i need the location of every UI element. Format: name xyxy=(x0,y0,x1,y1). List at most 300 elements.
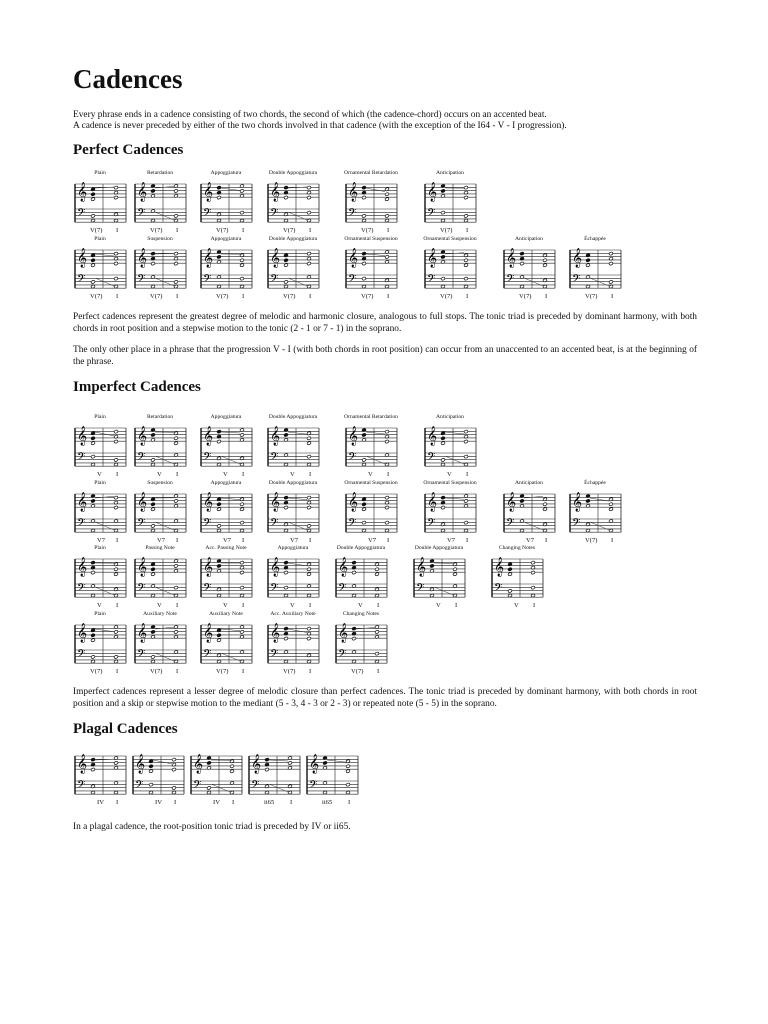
chord-symbol-first: V xyxy=(290,471,295,478)
note-head xyxy=(375,567,380,571)
music-staff xyxy=(266,488,320,536)
chord-symbol-first: V xyxy=(447,471,452,478)
note-head xyxy=(362,214,367,218)
note-head xyxy=(441,211,446,215)
cadence-example xyxy=(247,742,301,810)
note-head xyxy=(609,507,614,511)
cadence-example xyxy=(423,170,477,238)
chord-symbol-first: V(7) xyxy=(150,293,163,300)
example-label: Suspension xyxy=(147,236,173,242)
note-head xyxy=(265,758,270,762)
chord-symbol-second: I xyxy=(290,799,293,806)
treble-clef-icon: 𝄞 xyxy=(203,248,214,268)
example-label: Auxiliary Note xyxy=(143,611,177,617)
note-head xyxy=(151,189,156,193)
note-head xyxy=(464,521,469,525)
treble-clef-icon: 𝄞 xyxy=(77,492,88,512)
cadence-example xyxy=(199,170,253,238)
cadence-example xyxy=(266,236,320,304)
note-head xyxy=(609,252,614,256)
treble-clef-icon: 𝄞 xyxy=(572,248,583,268)
cadence-example xyxy=(199,236,253,304)
note-head xyxy=(609,280,614,284)
chord-symbol-first: V xyxy=(436,602,441,609)
cadence-example xyxy=(73,170,127,238)
note-head xyxy=(362,196,367,200)
note-head xyxy=(307,506,312,510)
note-head xyxy=(609,262,614,266)
cadence-example xyxy=(73,414,127,482)
note-head xyxy=(149,769,154,773)
voice-leading-line xyxy=(366,254,385,256)
perfect-para-1: Perfect cadences represent the greatest degree of melodic and harmonic closure, analogous to full stops. The tonic triad is preceded by dominant harmony, with both chords in root position and a stepwise motion to the tonic (2 - 1 or 7 - 1) in the soprano. xyxy=(73,312,697,334)
note-head xyxy=(174,441,179,445)
bass-clef-icon: 𝄢 xyxy=(348,207,357,222)
note-head xyxy=(91,192,96,196)
cadence-example xyxy=(423,480,477,548)
note-head xyxy=(441,255,446,259)
note-head xyxy=(307,637,312,641)
note-head xyxy=(91,263,96,267)
cadence-example xyxy=(133,236,187,304)
music-staff xyxy=(266,553,320,601)
treble-clef-icon: 𝄞 xyxy=(137,492,148,512)
chord-symbol-second: I xyxy=(387,227,390,234)
music-staff xyxy=(266,619,320,667)
cadence-example xyxy=(266,414,320,482)
music-staff xyxy=(73,553,127,601)
note-head xyxy=(240,211,245,215)
music-staff xyxy=(199,422,253,470)
music-staff xyxy=(502,244,556,292)
chord-symbol-second: I xyxy=(174,799,177,806)
note-head xyxy=(284,263,289,267)
chord-symbol-first: V7 xyxy=(223,537,232,544)
note-head xyxy=(352,637,357,641)
note-head xyxy=(464,455,469,459)
chord-symbol-first: V xyxy=(223,602,228,609)
note-head xyxy=(284,637,289,641)
example-label: Ornamental Retardation xyxy=(344,414,398,420)
bass-clef-icon: 𝄢 xyxy=(494,582,503,597)
voice-leading-line xyxy=(445,498,464,499)
treble-clef-icon: 𝄞 xyxy=(203,623,214,643)
treble-clef-icon: 𝄞 xyxy=(77,623,88,643)
note-head xyxy=(91,197,96,201)
note-head xyxy=(240,189,245,193)
cadence-example xyxy=(344,236,398,304)
note-head xyxy=(362,507,367,511)
bass-clef-icon: 𝄢 xyxy=(572,517,581,532)
bass-clef-icon: 𝄢 xyxy=(348,451,357,466)
note-head xyxy=(441,189,446,193)
music-staff xyxy=(266,244,320,292)
treble-clef-icon: 𝄞 xyxy=(137,182,148,202)
music-staff xyxy=(247,750,301,798)
treble-clef-icon: 𝄞 xyxy=(506,248,517,268)
note-head xyxy=(464,277,469,281)
voice-leading-line xyxy=(221,498,240,500)
cadence-example xyxy=(199,545,253,613)
chord-symbol-second: I xyxy=(455,602,458,609)
note-head xyxy=(240,571,245,575)
music-staff xyxy=(199,488,253,536)
example-label: Double Appoggiatura xyxy=(268,170,318,176)
chord-symbol-second: I xyxy=(309,293,312,300)
note-head xyxy=(586,258,591,262)
note-head xyxy=(508,572,513,576)
note-head xyxy=(531,571,536,575)
note-head xyxy=(352,561,357,565)
chord-symbol-second: I xyxy=(387,537,390,544)
chord-symbol-first: V xyxy=(368,471,373,478)
treble-clef-icon: 𝄞 xyxy=(427,426,438,446)
music-staff xyxy=(344,244,398,292)
note-head xyxy=(362,252,367,256)
intro-line-2: A cadence is never preceded by either of the two chords involved in that cadence (with the exception of the I64 - V - I progression). xyxy=(73,121,567,131)
note-head xyxy=(362,277,367,281)
treble-clef-icon: 𝄞 xyxy=(348,248,359,268)
note-head xyxy=(531,561,536,565)
music-staff xyxy=(423,178,477,226)
example-label: Ornamental Suspension xyxy=(344,480,398,486)
note-head xyxy=(453,572,458,576)
page-title: Cadences xyxy=(73,64,183,94)
treble-clef-icon: 𝄞 xyxy=(572,492,583,512)
music-staff xyxy=(344,422,398,470)
note-head xyxy=(240,263,245,267)
cadence-example xyxy=(73,236,127,304)
music-staff xyxy=(189,750,243,798)
note-head xyxy=(217,430,222,434)
music-staff xyxy=(133,619,187,667)
note-head xyxy=(230,769,235,773)
note-head xyxy=(284,586,289,590)
note-head xyxy=(441,496,446,500)
cadence-example xyxy=(266,545,320,613)
chord-symbol-first: V xyxy=(97,471,102,478)
chord-symbol-second: I xyxy=(176,227,179,234)
bass-clef-icon: 𝄢 xyxy=(77,451,86,466)
chord-symbol-first: V(7) xyxy=(150,668,163,675)
chord-symbol-second: I xyxy=(377,668,380,675)
music-staff xyxy=(199,178,253,226)
example-label: Acc. Auxiliary Note xyxy=(270,611,316,617)
note-head xyxy=(441,436,446,440)
note-head xyxy=(151,567,156,571)
note-head xyxy=(362,433,367,437)
note-head xyxy=(385,440,390,444)
note-head xyxy=(375,652,380,656)
treble-clef-icon: 𝄞 xyxy=(77,182,88,202)
example-label: Plain xyxy=(94,236,106,242)
bass-clef-icon: 𝄢 xyxy=(203,648,212,663)
cadence-example xyxy=(73,611,127,679)
note-head xyxy=(307,436,312,440)
chord-symbol-second: I xyxy=(116,537,119,544)
note-head xyxy=(307,572,312,576)
note-head xyxy=(114,630,119,634)
voice-leading-line xyxy=(221,629,240,631)
chord-symbol-second: I xyxy=(116,471,119,478)
note-head xyxy=(464,440,469,444)
note-head xyxy=(230,764,235,768)
example-label: Plain xyxy=(94,611,106,617)
note-head xyxy=(151,507,156,511)
note-head xyxy=(151,655,156,659)
note-head xyxy=(520,262,525,266)
bass-clef-icon: 𝄢 xyxy=(203,582,212,597)
voice-leading-line xyxy=(288,629,307,633)
chord-symbol-first: V(7) xyxy=(90,293,103,300)
note-head xyxy=(240,277,245,281)
chord-symbol-first: V7 xyxy=(97,537,106,544)
treble-clef-icon: 𝄞 xyxy=(77,426,88,446)
note-head xyxy=(284,280,289,284)
bass-clef-icon: 𝄢 xyxy=(338,648,347,663)
chord-symbol-first: V(7) xyxy=(585,537,598,544)
bass-clef-icon: 𝄢 xyxy=(137,451,146,466)
example-label: Acc. Passing Note xyxy=(205,545,247,551)
note-head xyxy=(385,506,390,510)
note-head xyxy=(362,262,367,266)
note-head xyxy=(151,252,156,256)
note-head xyxy=(284,561,289,565)
voice-leading-line xyxy=(445,432,464,434)
bass-clef-icon: 𝄢 xyxy=(203,517,212,532)
note-head xyxy=(174,280,179,284)
bass-clef-icon: 𝄢 xyxy=(309,779,318,794)
cadence-example xyxy=(133,611,187,679)
chord-symbol-first: V(7) xyxy=(519,293,532,300)
note-head xyxy=(207,786,212,790)
music-staff xyxy=(73,488,127,536)
note-head xyxy=(430,564,435,568)
example-label: Plain xyxy=(94,414,106,420)
treble-clef-icon: 𝄞 xyxy=(203,492,214,512)
bass-clef-icon: 𝄢 xyxy=(77,517,86,532)
chord-symbol-second: I xyxy=(611,293,614,300)
note-head xyxy=(284,433,289,437)
treble-clef-icon: 𝄞 xyxy=(506,492,517,512)
example-label: Retardation xyxy=(146,414,174,420)
example-label: Changing Notes xyxy=(498,545,536,551)
cadence-example xyxy=(490,545,544,613)
treble-clef-icon: 𝄞 xyxy=(338,623,349,643)
note-head xyxy=(151,262,156,266)
music-staff xyxy=(73,422,127,470)
bass-clef-icon: 𝄢 xyxy=(270,273,279,288)
note-head xyxy=(217,633,222,637)
music-staff xyxy=(133,422,187,470)
bass-clef-icon: 𝄢 xyxy=(348,517,357,532)
note-head xyxy=(307,211,312,215)
note-head xyxy=(307,262,312,266)
bass-clef-icon: 𝄢 xyxy=(416,582,425,597)
chord-symbol-first: V(7) xyxy=(361,227,374,234)
music-staff xyxy=(423,244,477,292)
chord-symbol-first: V xyxy=(514,602,519,609)
note-head xyxy=(362,521,367,525)
chord-symbol-second: I xyxy=(116,602,119,609)
note-head xyxy=(240,630,245,634)
example-label: Échappée xyxy=(584,236,606,242)
treble-clef-icon: 𝄞 xyxy=(348,426,359,446)
note-head xyxy=(217,638,222,642)
note-head xyxy=(91,436,96,440)
chord-symbol-second: I xyxy=(309,537,312,544)
chord-symbol-first: V(7) xyxy=(90,227,103,234)
plagal-para: In a plagal cadence, the root-position tonic triad is preceded by IV or ii65. xyxy=(73,822,351,832)
treble-clef-icon: 𝄞 xyxy=(203,557,214,577)
note-head xyxy=(114,196,119,200)
bass-clef-icon: 𝄢 xyxy=(270,582,279,597)
treble-clef-icon: 𝄞 xyxy=(270,623,281,643)
chord-symbol-first: V(7) xyxy=(216,668,229,675)
note-head xyxy=(91,280,96,284)
chord-symbol-second: I xyxy=(232,799,235,806)
note-head xyxy=(174,189,179,193)
note-head xyxy=(307,524,312,528)
note-head xyxy=(284,196,289,200)
note-head xyxy=(307,441,312,445)
note-head xyxy=(114,430,119,434)
cadence-example xyxy=(199,480,253,548)
note-head xyxy=(362,502,367,506)
note-head xyxy=(284,506,289,510)
example-label: Suspension xyxy=(147,480,173,486)
note-head xyxy=(464,196,469,200)
cadence-example xyxy=(131,742,185,810)
note-head xyxy=(307,186,312,190)
music-staff xyxy=(73,178,127,226)
music-staff xyxy=(305,750,359,798)
chord-symbol-second: I xyxy=(466,471,469,478)
treble-clef-icon: 𝄞 xyxy=(77,557,88,577)
note-head xyxy=(114,761,119,765)
music-staff xyxy=(199,619,253,667)
note-head xyxy=(114,655,119,659)
note-head xyxy=(240,507,245,511)
bass-clef-icon: 𝄢 xyxy=(572,273,581,288)
cadence-example xyxy=(73,742,127,810)
chord-symbol-first: V(7) xyxy=(216,227,229,234)
chord-symbol-second: I xyxy=(309,471,312,478)
chord-symbol-first: V xyxy=(157,602,162,609)
example-label: Auxiliary Note xyxy=(209,611,243,617)
note-head xyxy=(520,252,525,256)
bass-clef-icon: 𝄢 xyxy=(203,273,212,288)
note-head xyxy=(453,567,458,571)
note-head xyxy=(217,186,222,190)
example-label: Anticipation xyxy=(436,414,464,420)
example-label: Changing Notes xyxy=(342,611,380,617)
note-head xyxy=(284,571,289,575)
music-staff xyxy=(133,178,187,226)
note-head xyxy=(91,499,96,503)
cadence-example xyxy=(305,742,359,810)
note-head xyxy=(174,630,179,634)
treble-clef-icon: 𝄞 xyxy=(309,754,320,774)
treble-clef-icon: 𝄞 xyxy=(137,557,148,577)
note-head xyxy=(385,521,390,525)
chord-symbol-first: V xyxy=(223,471,228,478)
note-head xyxy=(307,252,312,256)
music-staff xyxy=(73,750,127,798)
chord-symbol-second: I xyxy=(466,227,469,234)
note-head xyxy=(385,192,390,196)
chord-symbol-second: I xyxy=(116,227,119,234)
note-head xyxy=(385,430,390,434)
music-staff xyxy=(568,488,622,536)
note-head xyxy=(91,638,96,642)
treble-clef-icon: 𝄞 xyxy=(137,248,148,268)
voice-leading-line xyxy=(95,432,114,436)
note-head xyxy=(91,441,96,445)
example-label: Appoggiatura xyxy=(210,414,242,420)
cadence-example xyxy=(133,170,187,238)
bass-clef-icon: 𝄢 xyxy=(77,582,86,597)
music-staff xyxy=(133,488,187,536)
bass-clef-icon: 𝄢 xyxy=(137,582,146,597)
treble-clef-icon: 𝄞 xyxy=(427,492,438,512)
example-label: Appoggiatura xyxy=(277,545,309,551)
note-head xyxy=(240,561,245,565)
bass-clef-icon: 𝄢 xyxy=(77,273,86,288)
bass-clef-icon: 𝄢 xyxy=(338,582,347,597)
example-label: Ornamental Suspension xyxy=(344,236,398,242)
chord-symbol-first: V7 xyxy=(526,537,535,544)
cadence-example xyxy=(133,480,187,548)
cadence-example xyxy=(334,611,388,679)
note-head xyxy=(91,655,96,659)
note-head xyxy=(464,499,469,503)
chord-symbol-first: V(7) xyxy=(90,668,103,675)
chord-symbol-first: V(7) xyxy=(283,227,296,234)
bass-clef-icon: 𝄢 xyxy=(427,517,436,532)
chord-symbol-first: IV xyxy=(155,799,162,806)
example-label: Anticipation xyxy=(436,170,464,176)
music-staff xyxy=(344,178,398,226)
note-head xyxy=(240,258,245,262)
note-head xyxy=(307,455,312,459)
note-head xyxy=(508,567,513,571)
bass-clef-icon: 𝄢 xyxy=(506,517,515,532)
note-head xyxy=(362,458,367,462)
example-label: Retardation xyxy=(146,170,174,176)
example-label: Plain xyxy=(94,170,106,176)
chord-symbol-first: IV xyxy=(97,799,104,806)
chord-symbol-second: I xyxy=(176,668,179,675)
note-head xyxy=(91,455,96,459)
cadence-example xyxy=(266,170,320,238)
example-label: Double Appoggiatura xyxy=(414,545,464,551)
plagal-heading: Plagal Cadences xyxy=(73,721,178,737)
note-head xyxy=(91,571,96,575)
note-head xyxy=(114,458,119,462)
bass-clef-icon: 𝄢 xyxy=(137,207,146,222)
imperfect-para: Imperfect cadences represent a lesser degree of melodic closure than perfect cadences. The tonic triad is preceded by dominant harmony, with both chords in root position and a skip or stepwise motion to the mediant (5 - 3, 4 - 3 or 2 - 3) or repeated note (5 - 5) in the soprano. xyxy=(73,687,697,709)
note-head xyxy=(149,783,154,787)
chord-symbol-second: I xyxy=(387,471,390,478)
example-label: Appoggiatura xyxy=(210,170,242,176)
treble-clef-icon: 𝄞 xyxy=(251,754,262,774)
note-head xyxy=(172,786,177,790)
note-head xyxy=(172,758,177,762)
note-head xyxy=(151,502,156,506)
chord-symbol-second: I xyxy=(466,537,469,544)
chord-symbol-second: I xyxy=(611,537,614,544)
